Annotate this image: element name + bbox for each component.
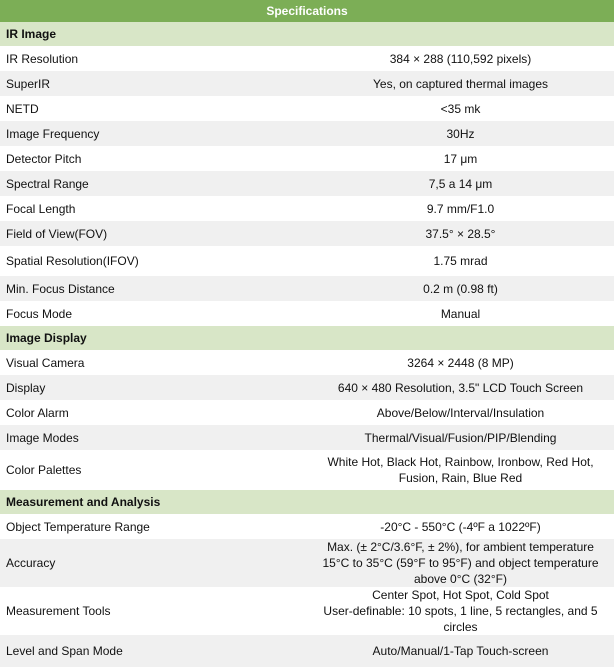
table-row bbox=[0, 539, 614, 587]
row-value: White Hot, Black Hot, Rainbow, Ironbow, Red Hot, Fusion, Rain, Blue Red bbox=[307, 450, 614, 490]
row-value: 17 μm bbox=[307, 146, 614, 171]
row-label: Detector Pitch bbox=[0, 146, 307, 171]
row-label: IR Resolution bbox=[0, 46, 307, 71]
table-row bbox=[0, 301, 614, 326]
row-label: Focus Mode bbox=[0, 301, 307, 326]
table-row bbox=[0, 246, 614, 276]
row-value: 30Hz bbox=[307, 121, 614, 146]
table-row bbox=[0, 450, 614, 490]
row-label: Color Palettes bbox=[0, 450, 307, 490]
row-label: Focal Length bbox=[0, 196, 307, 221]
table-row bbox=[0, 46, 614, 71]
table-row bbox=[0, 196, 614, 221]
row-value: 640 × 480 Resolution, 3.5" LCD Touch Screen bbox=[307, 375, 614, 400]
table-row bbox=[0, 635, 614, 667]
row-value: 3264 × 2448 (8 MP) bbox=[307, 350, 614, 375]
table-row bbox=[0, 121, 614, 146]
row-label: Object Temperature Range bbox=[0, 514, 307, 539]
row-value: 37.5° × 28.5° bbox=[307, 221, 614, 246]
table-row bbox=[0, 587, 614, 635]
row-value: Center Spot, Hot Spot, Cold Spot User-definable: 10 spots, 1 line, 5 rectangles, and 5 circles bbox=[307, 587, 614, 635]
table-row bbox=[0, 221, 614, 246]
row-value: Max. (± 2°C/3.6°F, ± 2%), for ambient temperature 15°C to 35°C (59°F to 95°F) and object temperature above 0°C (32°F) bbox=[307, 539, 614, 587]
table-row bbox=[0, 171, 614, 196]
row-value: Above/Below/Interval/Insulation bbox=[307, 400, 614, 425]
row-value: Manual bbox=[307, 301, 614, 326]
row-label: Accuracy bbox=[0, 539, 307, 587]
row-label: Color Alarm bbox=[0, 400, 307, 425]
row-value: 1.75 mrad bbox=[307, 246, 614, 276]
row-value: <35 mk bbox=[307, 96, 614, 121]
row-label: Visual Camera bbox=[0, 350, 307, 375]
section-header-measurement-analysis bbox=[0, 490, 614, 514]
row-value: Auto/Manual/1-Tap Touch-screen bbox=[307, 635, 614, 667]
row-label: Level and Span Mode bbox=[0, 635, 307, 667]
row-label: Measurement Tools bbox=[0, 587, 307, 635]
table-title-row bbox=[0, 0, 614, 22]
row-value: 9.7 mm/F1.0 bbox=[307, 196, 614, 221]
row-label: Min. Focus Distance bbox=[0, 276, 307, 301]
table-row bbox=[0, 71, 614, 96]
row-value: 0.2 m (0.98 ft) bbox=[307, 276, 614, 301]
row-label: Display bbox=[0, 375, 307, 400]
row-label: Spatial Resolution(IFOV) bbox=[0, 246, 307, 276]
section-header-ir-image bbox=[0, 22, 614, 46]
row-label: Spectral Range bbox=[0, 171, 307, 196]
table-row bbox=[0, 96, 614, 121]
row-label: Field of View(FOV) bbox=[0, 221, 307, 246]
row-value: 384 × 288 (110,592 pixels) bbox=[307, 46, 614, 71]
section-title: Image Display bbox=[0, 326, 614, 350]
section-header-image-display bbox=[0, 326, 614, 350]
row-label: Image Frequency bbox=[0, 121, 307, 146]
table-row bbox=[0, 514, 614, 539]
table-row bbox=[0, 146, 614, 171]
row-value: Yes, on captured thermal images bbox=[307, 71, 614, 96]
row-value: 7,5 a 14 μm bbox=[307, 171, 614, 196]
table-row bbox=[0, 400, 614, 425]
row-label: Image Modes bbox=[0, 425, 307, 450]
row-label: NETD bbox=[0, 96, 307, 121]
row-value: Thermal/Visual/Fusion/PIP/Blending bbox=[307, 425, 614, 450]
table-row bbox=[0, 276, 614, 301]
row-label: SuperIR bbox=[0, 71, 307, 96]
table-row bbox=[0, 375, 614, 400]
section-title: IR Image bbox=[0, 22, 614, 46]
table-title: Specifications bbox=[0, 0, 614, 22]
table-row bbox=[0, 350, 614, 375]
table-row bbox=[0, 425, 614, 450]
row-value: -20°C - 550°C (-4ºF a 1022ºF) bbox=[307, 514, 614, 539]
section-title: Measurement and Analysis bbox=[0, 490, 614, 514]
